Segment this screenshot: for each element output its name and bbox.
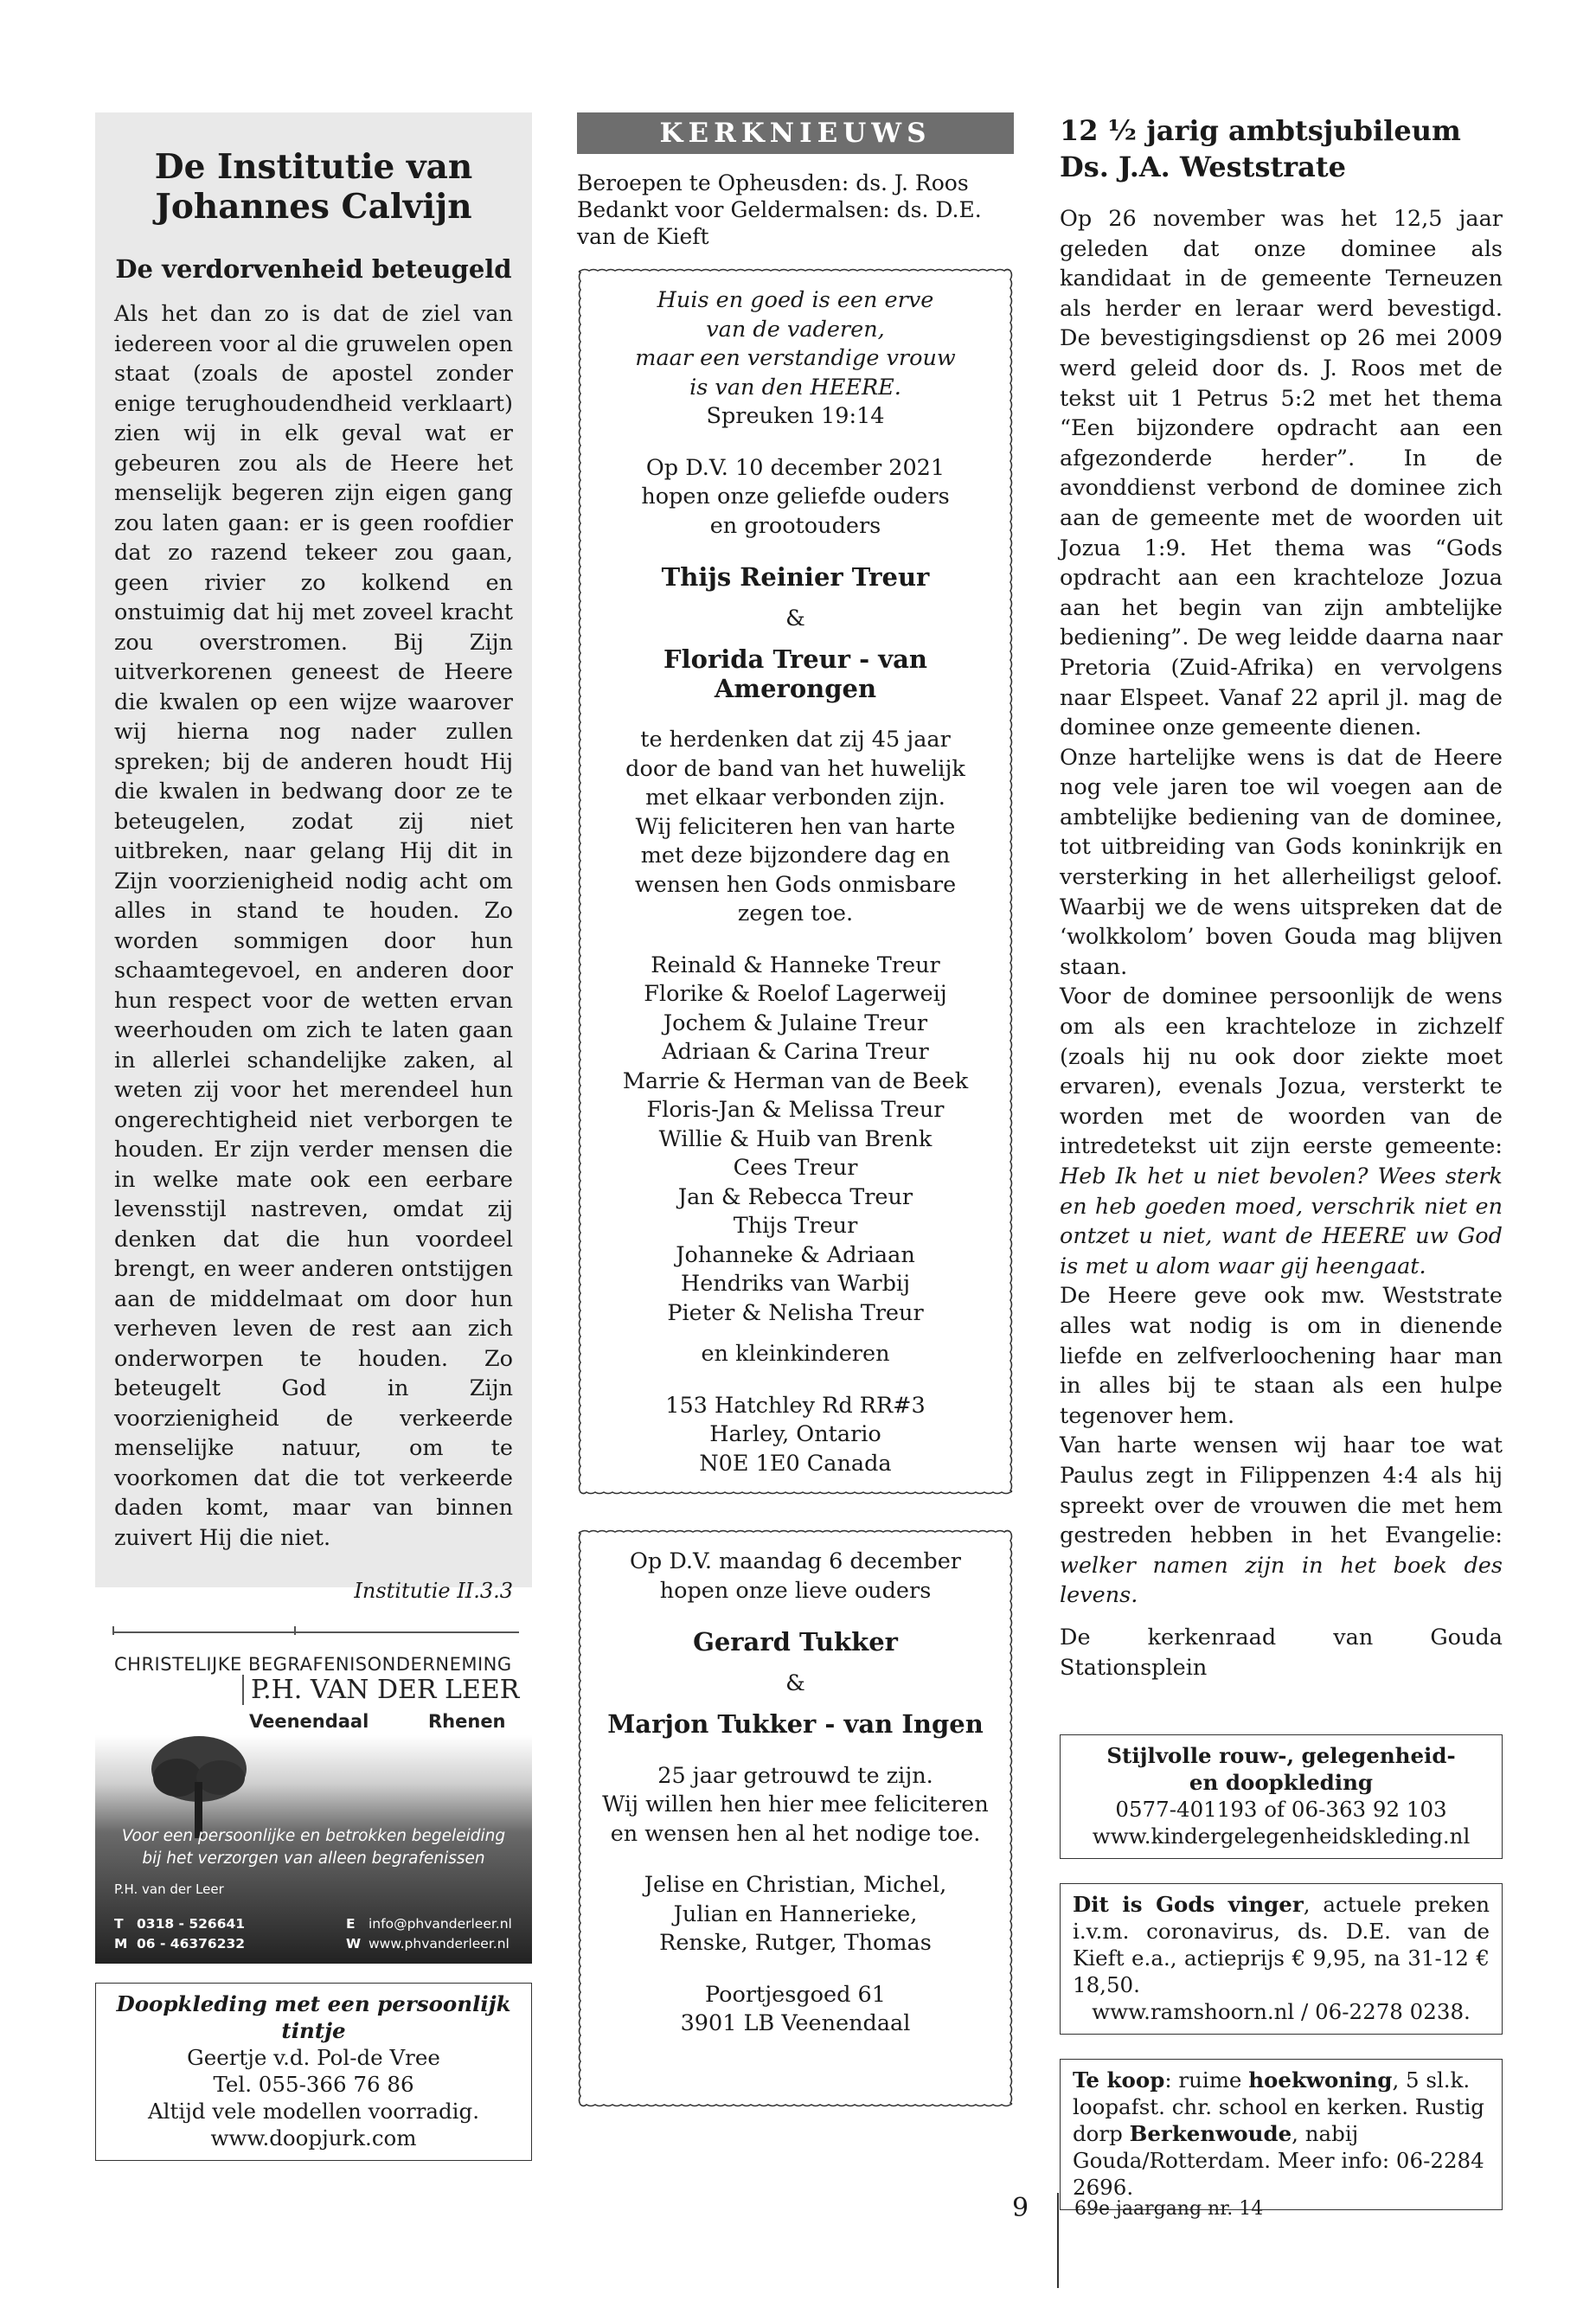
baptism-url: www.doopjurk.com bbox=[210, 2125, 417, 2150]
funeral-slogan: Voor een persoonlijke en betrokken begeleiding bij het verzorgen van alleen begrafenissen bbox=[121, 1827, 506, 1868]
couple-name-2: Marjon Tukker - van Ingen bbox=[607, 1709, 984, 1739]
list-item: Johanneke & Adriaan bbox=[676, 1241, 915, 1268]
funeral-ad bbox=[95, 1618, 532, 1964]
kerknieuws-banner: KERKNIEUWS bbox=[577, 112, 1014, 154]
funeral-person: P.H. van der Leer bbox=[114, 1881, 224, 1897]
list-item: Florike & Roelof Lagerweij bbox=[644, 981, 947, 1007]
funeral-name: P.H. VAN DER LEER bbox=[242, 1675, 519, 1705]
list-item: Marrie & Herman van de Beek bbox=[622, 1067, 969, 1094]
calvin-article bbox=[95, 112, 532, 1603]
article-body: Als het dan zo is dat de ziel van iedereen voor al die gruwelen open staat (zoals de apostel zonder enige terughoudendheid verklaart) zien wij in elk geval wat er gebeuren zou als de Heere het menselijk begeren zijn eigen gang zou laten gaan: er is geen roofdier dat zo razend tekeer zou gaan, geen rivier zo kolkend en onstuimig dat hij met zoveel kracht zou overstromen. Bij Zijn uitverkorenen geneest de Heere die kwalen op een wijze waarover wij hierna nog nader zullen spreken; bij de anderen houdt Hij die kwalen in bedwang door ze te beteugelen, zodat zij niet uitbreken, naar gelang Hij dit in Zijn voorzienigheid nodig acht om alles in stand te houden. Zo worden sommigen door hun schaamtegevoel, en anderen door hun respect voor de wetten ervan weerhouden om zich te laten gaan in allerlei schandelijke zaken, al weten zij voor het merendeel hun ongerechtigheid niet verborgen te houden. Er zijn verder mensen die in welke mate ook een eerbare levensstijl nastreven, omdat zij denken dat die hun voordeel brengt, en weer anderen ontstijgen aan de middelmaat om door hun verheven leven de rest aan zich onderworpen te houden. Zo beteugelt God in Zijn voorzienigheid de verkeerde menselijke natuur, om te voorkomen dat die tot verkeerde daden komt, maar van binnen zuivert Hij die niet. bbox=[114, 301, 513, 1551]
wavy-border bbox=[577, 267, 1014, 1496]
column-left bbox=[95, 112, 532, 2161]
kerknieuws-text: Beroepen te Opheusden: ds. J. Roos Bedankt voor Geldermalsen: ds. D.E. van de Kieft bbox=[577, 170, 982, 249]
list-item: Adriaan & Carina Treur bbox=[662, 1039, 929, 1065]
jubileum-title: 12 ½ jarig ambtsjubileum Ds. J.A. Weststrate bbox=[1060, 114, 1461, 183]
list-item: Cees Treur bbox=[733, 1155, 858, 1181]
baptism-ad: Doopkleding met een persoonlijk tintje Geertje v.d. Pol-de Vree Tel. 055-366 76 86 Altijd vele modellen voorradig. www.doopjurk.com bbox=[95, 1983, 532, 2161]
list-item: Thijs Treur bbox=[733, 1213, 858, 1239]
anniversary-treur: Huis en goed is een erve van de vaderen, maar een verstandige vrouw is van den HEERE. Spreuken 19:14 Op D.V. 10 december 2021 hopen onze geliefde ouders en grootouders Thijs Reinier Treur & Florida Treur - van Amerongen te herdenken dat zij 45 jaar door de band van het huwelijk met elkaar verbonden zijn. Wij feliciteren hen van harte met deze bijzondere dag en wensen hen Gods onmisbare zegen toe. Reinald & Hanneke Treur Florike & Roelof Lagerweij Jochem & Julaine Treur Adriaan & Carina Treur Marrie & Herman van de Beek Floris-Jan & Melissa Treur Willie & Huib van Brenk Cees Treur Jan & Rebecca Treur Thijs Treur Johanneke & Adriaan Hendriks van Warbij Pieter & Nelisha Treur en kleinkinderen 153 Hatchley Rd RR#3 Harley, Ontario N0E 1E0 Canada bbox=[577, 267, 1014, 1496]
wavy-border bbox=[577, 1529, 1014, 2108]
page-number: 9 bbox=[1012, 2193, 1029, 2223]
funeral-web: E info@phvanderleer.nl W www.phvanderleer.nl bbox=[346, 1916, 512, 1952]
list-item: Floris-Jan & Melissa Treur bbox=[646, 1097, 945, 1123]
list-item: Willie & Huib van Brenk bbox=[658, 1125, 933, 1152]
list-item: Jochem & Julaine Treur bbox=[663, 1009, 928, 1036]
baptism-title: Doopkleding met een persoonlijk tintje bbox=[116, 1991, 511, 2043]
couple-name-1: Thijs Reinier Treur bbox=[661, 562, 930, 592]
list-item: Hendriks van Warbij bbox=[681, 1271, 910, 1297]
jubileum-body: Op 26 november was het 12,5 jaar geleden dat onze dominee als kandidaat in de gemeente Terneuzen als herder en leraar werd bevestigd. De bevestigingsdienst op 26 mei 2009 werd geleid door ds. J. Roos met de tekst uit 1 Petrus 5:2 met het thema “Een bijzondere opdracht aan een afgezonderde herder”. In de avonddienst verbond de dominee zich aan de gemeente met de woorden uit Jozua 1:9. Het thema was “Gods opdracht aan een krachteloze Jozua aan het begin van zijn ambtelijke bediening”. De weg leidde daarna naar Pretoria (Zuid-Afrika) en vervolgens naar Elspeet. Vanaf 22 april jl. mag de dominee onze gemeente dienen. Onze hartelijke wens is dat de Heere nog vele jaren toe wil voegen aan de ambtelijke bediening van de dominee, tot uitbreiding van Gods koninkrijk en versterking in het allerheiligst geloof. Waarbij we de wens uitspreken dat de ‘wolkkolom’ boven Gouda mag blijven staan. Voor de dominee persoonlijk de wens om als een krachteloze in zichzelf (zoals hij nu ook door ziekte moet ervaren), evenals Jozua, versterkt te worden met de woorden van de intredetekst uit zijn eerste gemeente: Heb Ik het u niet bevolen? Wees sterk en heb goeden moed, verschrik niet en ontzet u niet, want de HEERE uw God is met u alom waar gij heengaat. De Heere geve ook mw. Weststrate alles wat nodig is om in dienende liefde en zelfverloochening haar man in alles bij te staan als een hulpe tegenover hem. Van harte wensen wij haar toe wat Paulus zegt in Filippenzen 4:4 als hij spreekt over de vrouwen die met hem gestreden hebben in het Evangelie: welker namen zijn in het boek des levens. De kerkenraad van Gouda Stationsplein bbox=[1060, 204, 1503, 1682]
funeral-phone: T 0318 - 526641 M 06 - 46376232 bbox=[114, 1916, 246, 1952]
anniversary-tukker: Op D.V. maandag 6 december hopen onze lieve ouders Gerard Tukker & Marjon Tukker - van Ingen 25 jaar getrouwd te zijn. Wij willen hen hier mee feliciteren en wensen hen al het nodige toe. Jelise en Christian, Michel, Julian en Hannerieke, Renske, Rutger, Thomas Poortjesgoed 61 3901 LB Veenendaal bbox=[577, 1529, 1014, 2108]
list-item: Jan & Rebecca Treur bbox=[677, 1183, 913, 1210]
funeral-heading: CHRISTELIJKE BEGRAFENISONDERNEMING bbox=[114, 1654, 512, 1675]
article-subtitle: De verdorvenheid beteugeld bbox=[115, 254, 512, 284]
article-title: De Institutie van Johannes Calvijn bbox=[154, 147, 473, 227]
column-middle bbox=[577, 112, 1014, 2108]
funeral-city-2: Rhenen bbox=[428, 1711, 506, 1732]
jubileum-signature: De kerkenraad van Gouda Stationsplein bbox=[1060, 1624, 1503, 1681]
article-reference: Institutie II.3.3 bbox=[354, 1579, 513, 1603]
ad-rouwkleding: Stijlvolle rouw-, gelegenheid- en doopkleding 0577-401193 of 06-363 92 103 www.kindergelegenheidskleding.nl bbox=[1060, 1734, 1503, 1859]
list-item: Reinald & Hanneke Treur bbox=[651, 952, 940, 978]
ad-te-koop: Te koop: ruime hoekwoning, 5 sl.k. loopafst. chr. school en kerken. Rustig dorp Berkenwoude, nabij Gouda/Rotterdam. Meer info: 06-2284 2696. bbox=[1060, 2059, 1503, 2210]
funeral-city-1: Veenendaal bbox=[249, 1711, 369, 1732]
issue-label: 69e jaargang nr. 14 bbox=[1074, 2198, 1264, 2220]
list-item: Pieter & Nelisha Treur bbox=[667, 1299, 924, 1326]
ad-gods-vinger: Dit is Gods vinger, actuele preken i.v.m. coronavirus, ds. D.E. van de Kieft e.a., actieprijs € 9,95, na 31-12 € 18,50. www.ramshoorn.nl / 06-2278 0238. bbox=[1060, 1883, 1503, 2035]
column-right bbox=[1060, 112, 1503, 2210]
footer-divider bbox=[1057, 2193, 1059, 2288]
ad-rule bbox=[112, 1631, 519, 1650]
couple-name-1: Gerard Tukker bbox=[693, 1627, 898, 1657]
verse-reference: Spreuken 19:14 bbox=[706, 403, 885, 429]
couple-name-2: Florida Treur - van Amerongen bbox=[663, 644, 927, 703]
